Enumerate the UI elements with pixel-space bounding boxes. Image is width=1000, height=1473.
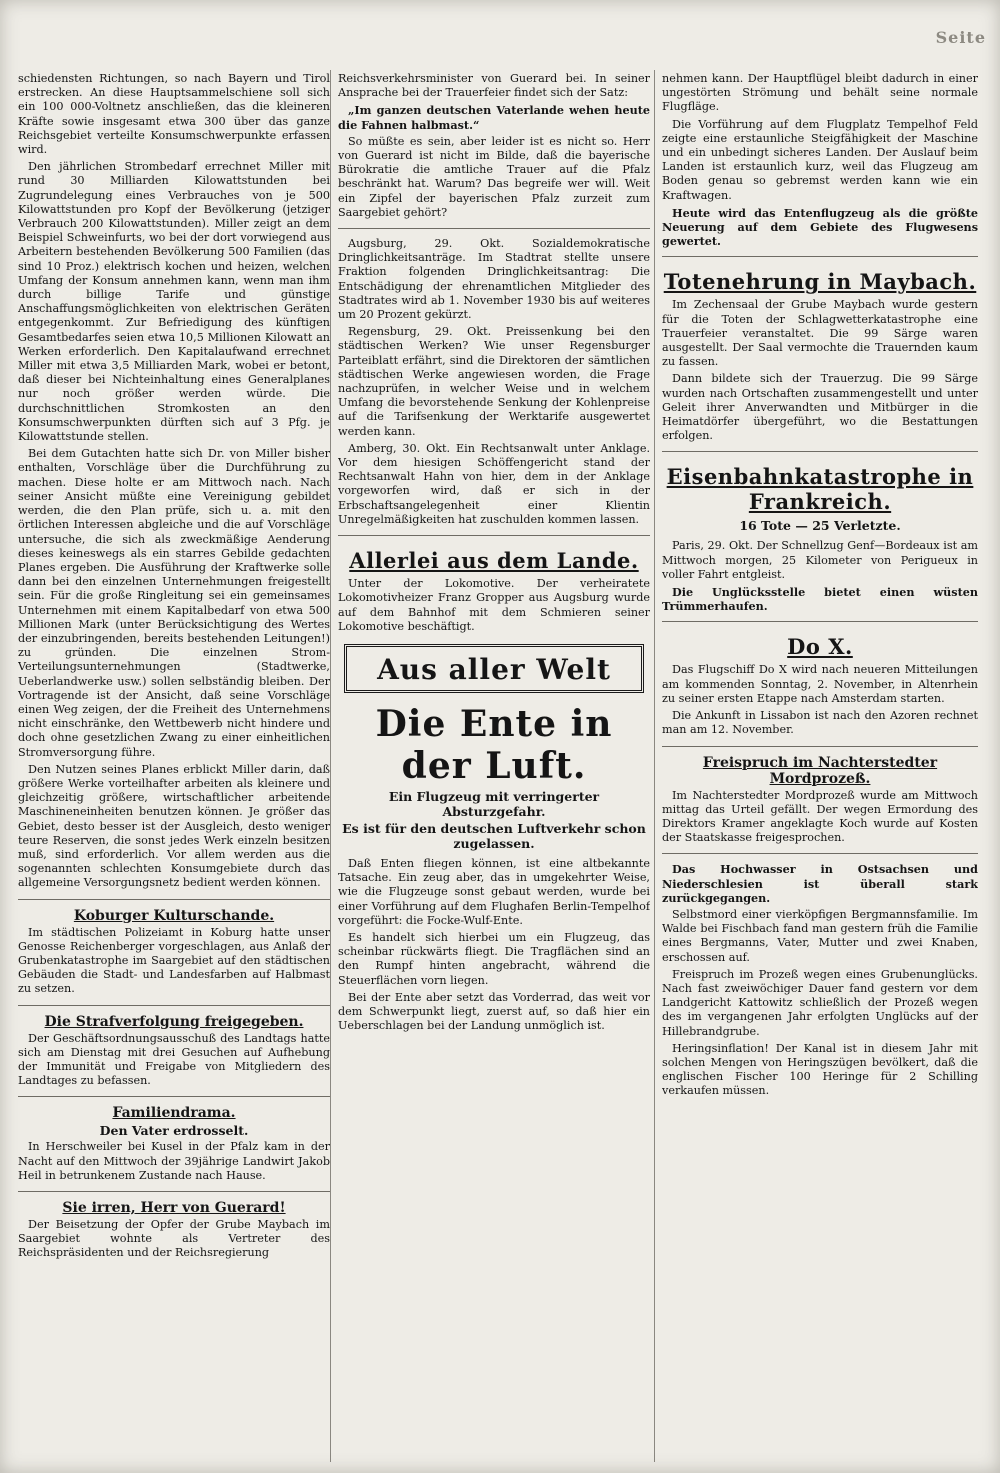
article-paragraph: Im Nachterstedter Mordprozeß wurde am Mittwoch mittag das Urteil gefällt. Der wegen Ermordung des Direktors Kramer angeklagte Koch wurde auf Kosten der Staatskasse freigesprochen. [662,788,978,845]
subheadline-ente-1: Ein Flugzeug mit verringerter Absturzgefahr. [388,788,600,819]
section-divider [662,746,978,747]
headline-ente: Die Ente in der Luft. [375,702,613,787]
article-paragraph: Daß Enten fliegen können, ist eine altbekannte Tatsache. Ein zeug aber, das in umgekehrter Weise, wie die Flugzeuge sonst gebaut werden, wurde bei einer Vorführung auf dem Flughafen Berlin-Tempelhof vorgeführt: die Focke-Wulf-Ente. [338,856,650,927]
headline-do-x: Do X. [787,634,853,660]
article-paragraph: Heute wird das Entenflugzeug als die größte Neuerung auf dem Gebiete des Flugwesens gewertet. [662,205,978,249]
column-middle [338,72,650,1462]
article-paragraph: Das Flugschiff Do X wird nach neueren Mitteilungen am kommenden Sonntag, 2. November, in Altenrhein zu seiner ersten Etappe nach Amsterdam starten. [662,663,978,705]
article-paragraph: Den Nutzen seines Planes erblickt Miller darin, daß größere Werke vorteilhafter arbeiten als kleinere und gleichzeitig größere, wirtschaftlicher arbeitende Maschineneinheiten benutzen können. Je größer das Gebiet, desto besser ist der Ausgleich, desto weniger teure Reserven, die sonst jedes Werk einzeln besitzen muß, sind erforderlich. Vor allem werden aus die sogenannten schlechten Konsumgebiete durch das allgemeine Versorgungsnetz bedient werden können. [18,762,330,890]
subheadline-familiendrama: Den Vater erdrosselt. [99,1123,249,1139]
section-divider [662,621,978,622]
headline-strafverfolgung: Die Strafverfolgung freigegeben. [44,1013,304,1030]
column-divider [654,70,655,1462]
article-paragraph: Im städtischen Polizeiamt in Koburg hatte unser Genosse Reichenberger vorgeschlagen, aus Anlaß der Grubenkatastrophe im Saargebiet auf den städtischen Gebäuden die Stadt- und Landesfarben auf Halbmast zu setzen. [18,925,330,996]
subheadline-ente-2: Es ist für den deutschen Luftverkehr schon zugelassen. [342,820,646,851]
headline-familiendrama: Familiendrama. [112,1105,236,1122]
section-divider [662,256,978,257]
section-divider [18,1096,330,1097]
article-paragraph: schiedensten Richtungen, so nach Bayern und Tirol erstrecken. An diese Hauptsammelschiene soll sich ein 100 000-Voltnetz anschließen, das die kleineren Kräfte sowie insgesamt etwa 300 über das ganze Reichsgebiet verteilte Konsumschwerpunkte erfassen wird. [18,72,330,157]
article-paragraph: Freispruch im Prozeß wegen eines Grubenunglücks. Nach fast zweiwöchiger Dauer fand gestern vor dem Landgericht Kattowitz schließlich der Prozeß wegen des im vergangenen Jahr erfolgten Unglücks auf der Hillebrandgrube. [662,967,978,1038]
article-paragraph: Paris, 29. Okt. Der Schnellzug Genf—Bordeaux ist am Mittwoch morgen, 25 Kilometer von Perigueux in voller Fahrt entgleist. [662,539,978,581]
article-paragraph: Bei dem Gutachten hatte sich Dr. von Miller bisher enthalten, Vorschläge über die Durchführung zu machen. Diese holte er am Mittwoch nach. Nach seiner Ansicht müßte eine Vereinigung gebildet werden, die den Plan prüfe, sich u. a. mit den örtlichen Interessen abgleiche und die auf Vorschläge untersuche, die sich als zweckmäßige Aenderung dieses keineswegs als ein starres Gebilde gedachten Planes ergeben. Die Ausführung der Kraftwerke solle dann bei den einzelnen Unternehmungen freigestellt sein. Für die große Ringleitung sei ein gemeinsames Unternehmen mit einem Kapitalbedarf von etwa 500 Millionen Mark (unter Berücksichtigung des Wertes der einzubringenden, bereits bestehenden Leitungen!) zu gründen. Die einzelnen Strom-Verteilungsunternehmungen (Stadtwerke, Ueberlandwerke usw.) sollen selbständig bleiben. Der Vortragende ist der Ansicht, daß seine Vorschläge einen Weg zeigen, der die Freiheit des Unternehmens nicht einschränke, den Wettbewerb nicht hindere und doch ohne gesetzlichen Zwang zu einer einheitlichen Stromversorgung führe. [18,447,330,759]
article-paragraph: In Herschweiler bei Kusel in der Pfalz kam in der Nacht auf den Mittwoch der 39jährige Landwirt Jakob Heil in betrunkenem Zustande nach Hause. [18,1140,330,1182]
section-divider [18,1191,330,1192]
section-divider [18,899,330,900]
article-paragraph: Der Geschäftsordnungsausschuß des Landtags hatte sich am Dienstag mit drei Gesuchen auf Aufhebung der Immunität und Freigabe von Mitgliedern des Landtages zu befassen. [18,1031,330,1088]
section-divider [662,853,978,854]
article-paragraph: Im Zechensaal der Grube Maybach wurde gestern für die Toten der Schlagwetterkatastrophe eine Trauerfeier veranstaltet. Die 99 Särge waren ausgestellt. Der Saal vermochte die Trauernden kaum zu fassen. [662,298,978,369]
headline-totenehrung: Totenehrung in Maybach. [663,269,977,295]
article-paragraph: Den jährlichen Strombedarf errechnet Miller mit rund 30 Milliarden Kilowattstunden bei Zugrundelegung eines Verbrauches von je 500 Kilowattstunden pro Kopf der Bevölkerung (jetziger Verbrauch 200 Kilowattstunden). Miller zeigt an dem Beispiel Schweinfurts, wo bei der dort vorwiegend aus Arbeitern bestehenden Bevölkerung 500 Familien (das sind 10 Proz.) elektrisch kochen und heizen, welchen Umfang der Konsum annehmen kann, wenn man ihm durch billige Tarife und günstige Anschaffungsmöglichkeiten von elektrischen Geräten entgegenkommt. Zur Befriedigung des künftigen Gesamtbedarfes seien etwa 10,5 Millionen Kilowatt an Werken erforderlich. Den Kapitalaufwand errechnet Miller mit etwa 3,5 Milliarden Mark, wobei er betont, daß dieser bei Nichteinhaltung eines Generalplanes nur noch größer werden würde. Die durchschnittlichen Stromkosten an den Konsumschwerpunkten dürften sich auf 3 Pfg. je Kilowattstunde stellen. [18,160,330,444]
article-paragraph: Bei der Ente aber setzt das Vorderrad, das weit vor dem Schwerpunkt liegt, zuerst auf, so daß hier ein Ueberschlagen bei der Landung unmöglich ist. [338,990,650,1033]
column-divider [330,70,331,1462]
section-divider [662,451,978,452]
article-paragraph: Augsburg, 29. Okt. Sozialdemokratische Dringlichkeitsanträge. Im Stadtrat stellte unsere Fraktion folgenden Dringlichkeitsantrag: Die Entschädigung der ehrenamtlichen Mitglieder des Stadtrates wird ab 1. November 1930 bis auf weiteres um 20 Prozent gekürzt. [338,237,650,322]
section-divider [18,1005,330,1006]
article-paragraph: Amberg, 30. Okt. Ein Rechtsanwalt unter Anklage. Vor dem hiesigen Schöffengericht stand der Rechtsanwalt Hahn von hier, dem in der Anklage vorgeworfen wird, daß er sich in der Erbschaftsangelegenheit einer Klientin Unregelmäßigkeiten hat zuschulden kommen lassen. [338,441,650,526]
article-paragraph: Die Unglücksstelle bietet einen wüsten Trümmerhaufen. [662,585,978,614]
column-right [662,72,978,1462]
section-box-aus-aller-welt: Aus aller Welt [344,644,644,693]
headline-guerard: Sie irren, Herr von Guerard! [62,1200,286,1217]
article-paragraph: Das Hochwasser in Ostsachsen und Niederschlesien ist überall stark zurückgegangen. [662,862,978,905]
corner-mark: Seite [935,28,986,47]
article-paragraph: Selbstmord einer vierköpfigen Bergmannsfamilie. Im Walde bei Fischbach fand man gestern früh die Familie eines Bergmanns, Vater, Mutter und zwei Knaben, erschossen auf. [662,907,978,964]
headline-freispruch: Freispruch im Nachterstedter Mordprozeß. [702,754,938,787]
article-paragraph: nehmen kann. Der Hauptflügel bleibt dadurch in einer ungestörten Strömung und behält seine normale Flugfläge. [662,72,978,114]
headline-koburg: Koburger Kulturschande. [73,907,275,924]
article-paragraph: Regensburg, 29. Okt. Preissenkung bei den städtischen Werken? Wie unser Regensburger Parteiblatt erfährt, sind die Direktoren der sämtlichen städtischen Werke angewiesen worden, die Frage nachzuprüfen, in welcher Weise und in welchem Umfang die bevorstehende Senkung der Kohlenpreise auf die Tarifsenkung der Werktarife ausgewertet werden kann. [338,325,650,438]
column-left [18,72,330,1462]
subheadline-eisenbahn: 16 Tote — 25 Verletzte. [739,518,901,534]
section-divider [338,228,650,229]
article-paragraph: So müßte es sein, aber leider ist es nicht so. Herr von Guerard ist nicht im Bilde, daß die bayerische Bürokratie die amtliche Trauer auf die Pfalz beschränkt hat. Warum? Das begreife wer will. Weit ein Zipfel der bayerischen Pfalz zurzeit zum Saargebiet gehört? [338,134,650,219]
article-paragraph: Die Vorführung auf dem Flugplatz Tempelhof Feld zeigte eine erstaunliche Steigfähigkeit der Maschine und ein unbedingt sicheres Landen. Der Auslauf beim Landen ist erstaunlich kurz, weil das Flugzeug am Boden genau so gebremst werden kann wie ein Kraftwagen. [662,117,978,202]
article-paragraph: Die Ankunft in Lissabon ist nach den Azoren rechnet man am 12. November. [662,709,978,737]
article-paragraph: Es handelt sich hierbei um ein Flugzeug, das scheinbar rückwärts fliegt. Die Tragflächen sind an den Rumpf hinten angebracht, während die Steuerflächen vorn liegen. [338,930,650,987]
article-paragraph: Reichsverkehrsminister von Guerard bei. In seiner Ansprache bei der Trauerfeier findet sich der Satz: [338,72,650,100]
article-paragraph: Heringsinflation! Der Kanal ist in diesem Jahr mit solchen Mengen von Heringszügen bevölkert, daß die englischen Fischer 100 Heringe für 2 Schilling verkaufen müssen. [662,1041,978,1098]
headline-eisenbahn: Eisenbahnkatastrophe in Frankreich. [666,464,974,515]
article-paragraph: Unter der Lokomotive. Der verheiratete Lokomotivheizer Franz Gropper aus Augsburg wurde auf dem Bahnhof mit dem Schmieren seiner Lokomotive beschäftigt. [338,577,650,633]
article-paragraph: Der Beisetzung der Opfer der Grube Maybach im Saargebiet wohnte als Vertreter des Reichspräsidenten und der Reichsregierung [18,1218,330,1260]
headline-allerlei: Allerlei aus dem Lande. [349,548,639,574]
section-divider [338,535,650,536]
article-paragraph: Dann bildete sich der Trauerzug. Die 99 Särge wurden nach Ortschaften zusammengestellt und unter Geleit ihrer Anverwandten und Mitbürger in die Heimatdörfer übergeführt, wo die Bestattungen erfolgen. [662,372,978,443]
quote: „Im ganzen deutschen Vaterlande wehen heute die Fahnen halbmast.“ [338,103,650,132]
